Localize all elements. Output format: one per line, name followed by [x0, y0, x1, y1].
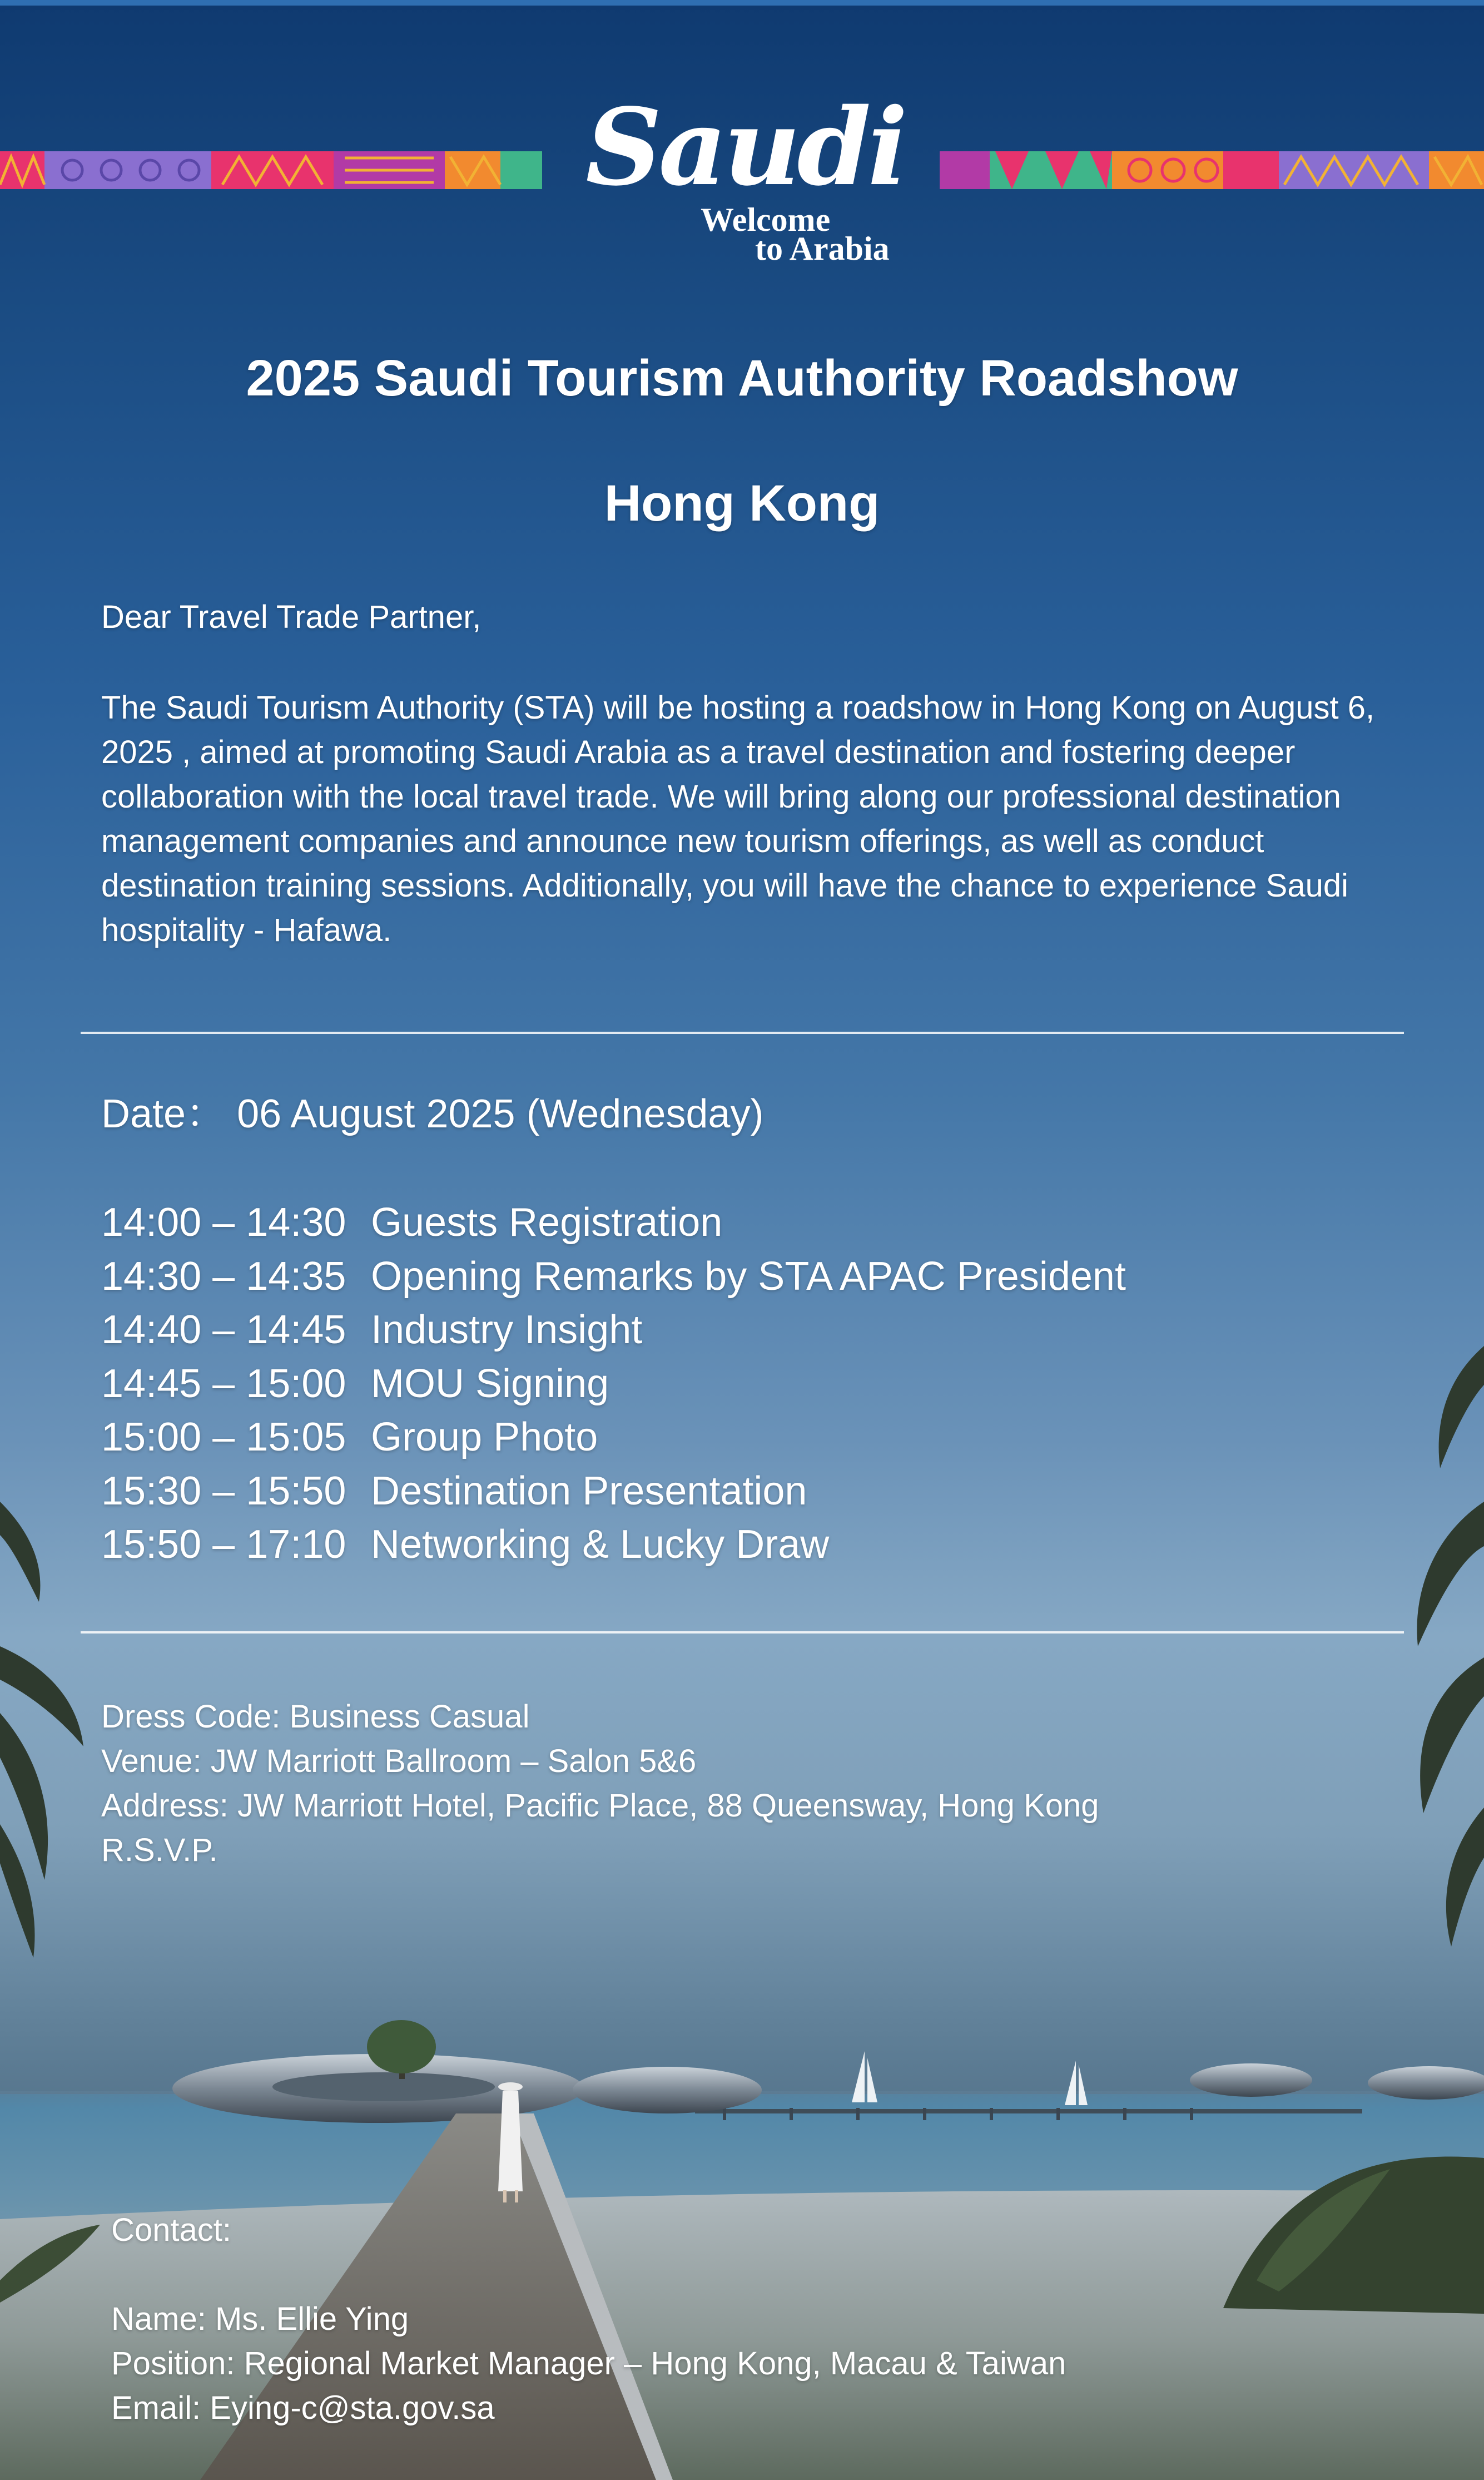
event-city: Hong Kong: [604, 475, 880, 532]
agenda-activity: Opening Remarks by STA APAC President: [371, 1254, 1126, 1299]
venue: Venue: JW Marriott Ballroom – Salon 5&6: [101, 1743, 697, 1779]
agenda-activity: Industry Insight: [371, 1308, 643, 1352]
agenda-time: 15:50 – 17:10: [101, 1522, 346, 1567]
section-divider: [81, 1631, 1404, 1633]
date-value: 06 August 2025 (Wednesday): [237, 1092, 764, 1136]
jetty: [695, 2109, 1362, 2113]
agenda-activity: MOU Signing: [371, 1361, 609, 1406]
dress-code: Dress Code: Business Casual: [101, 1699, 530, 1735]
agenda-time: 14:00 – 14:30: [101, 1200, 346, 1245]
pattern-strip-left: [0, 151, 542, 189]
contact-block: [111, 2208, 1066, 2431]
agenda-activity: Group Photo: [371, 1415, 598, 1459]
rsvp: R.S.V.P.: [101, 1832, 218, 1868]
resort-pod-main: [172, 2054, 762, 2123]
logo-wordmark: Saudi: [585, 85, 905, 209]
agenda-item: [101, 1196, 1126, 1250]
agenda-activity: Guests Registration: [371, 1200, 723, 1245]
section-divider: [81, 1032, 1404, 1034]
letter-greeting: Dear Travel Trade Partner,: [101, 599, 482, 635]
palm-left: [0, 1502, 83, 1958]
date-label: Date：: [101, 1092, 226, 1136]
letter-paragraph: The Saudi Tourism Authority (STA) will be hosting a roadshow in Hong Kong on August 6, 2025 , aimed at promoting Saudi Arabia as a travel destination and fostering deeper collaboration with the local travel trade. We will bring along our professional destination management companies and announce new tourism offerings, as well as conduct destination training sessions. Additionally, you will have the chance to experience Saudi hospitality - Hafawa.: [101, 690, 1375, 948]
saudi-logo: [584, 85, 906, 275]
agenda-activity: Destination Presentation: [371, 1468, 807, 1513]
agenda-activity: Networking & Lucky Draw: [371, 1522, 830, 1567]
agenda-time: 14:30 – 14:35: [101, 1254, 346, 1299]
logo-tagline-line1: Welcome: [701, 201, 831, 238]
agenda-item: [101, 1250, 1126, 1304]
contact-heading: Contact:: [111, 2212, 231, 2248]
agenda-list: [101, 1196, 1126, 1572]
palm-right: [1417, 1346, 1484, 1947]
contact-email[interactable]: Email: Eying-c@sta.gov.sa: [111, 2390, 495, 2426]
event-details: [101, 1695, 1099, 1873]
agenda-time: 14:40 – 14:45: [101, 1308, 346, 1352]
agenda-time: 15:00 – 15:05: [101, 1415, 346, 1459]
agenda-item: [101, 1518, 1126, 1572]
contact-position: Position: Regional Market Manager – Hong Kong, Macau & Taiwan: [111, 2345, 1066, 2382]
logo-tagline-line2: to Arabia: [755, 230, 890, 267]
event-date: [101, 1089, 763, 1139]
pattern-strip-right: [940, 151, 1484, 189]
agenda-item: [101, 1303, 1126, 1357]
agenda-time: 14:45 – 15:00: [101, 1361, 346, 1406]
spacer: [111, 2253, 1066, 2297]
agenda-item: [101, 1464, 1126, 1518]
agenda-item: [101, 1410, 1126, 1464]
event-title: 2025 Saudi Tourism Authority Roadshow: [246, 350, 1238, 407]
agenda-time: 15:30 – 15:50: [101, 1468, 346, 1513]
agenda-item: [101, 1357, 1126, 1411]
contact-name: Name: Ms. Ellie Ying: [111, 2301, 409, 2337]
address: Address: JW Marriott Hotel, Pacific Place, 88 Queensway, Hong Kong: [101, 1788, 1099, 1824]
